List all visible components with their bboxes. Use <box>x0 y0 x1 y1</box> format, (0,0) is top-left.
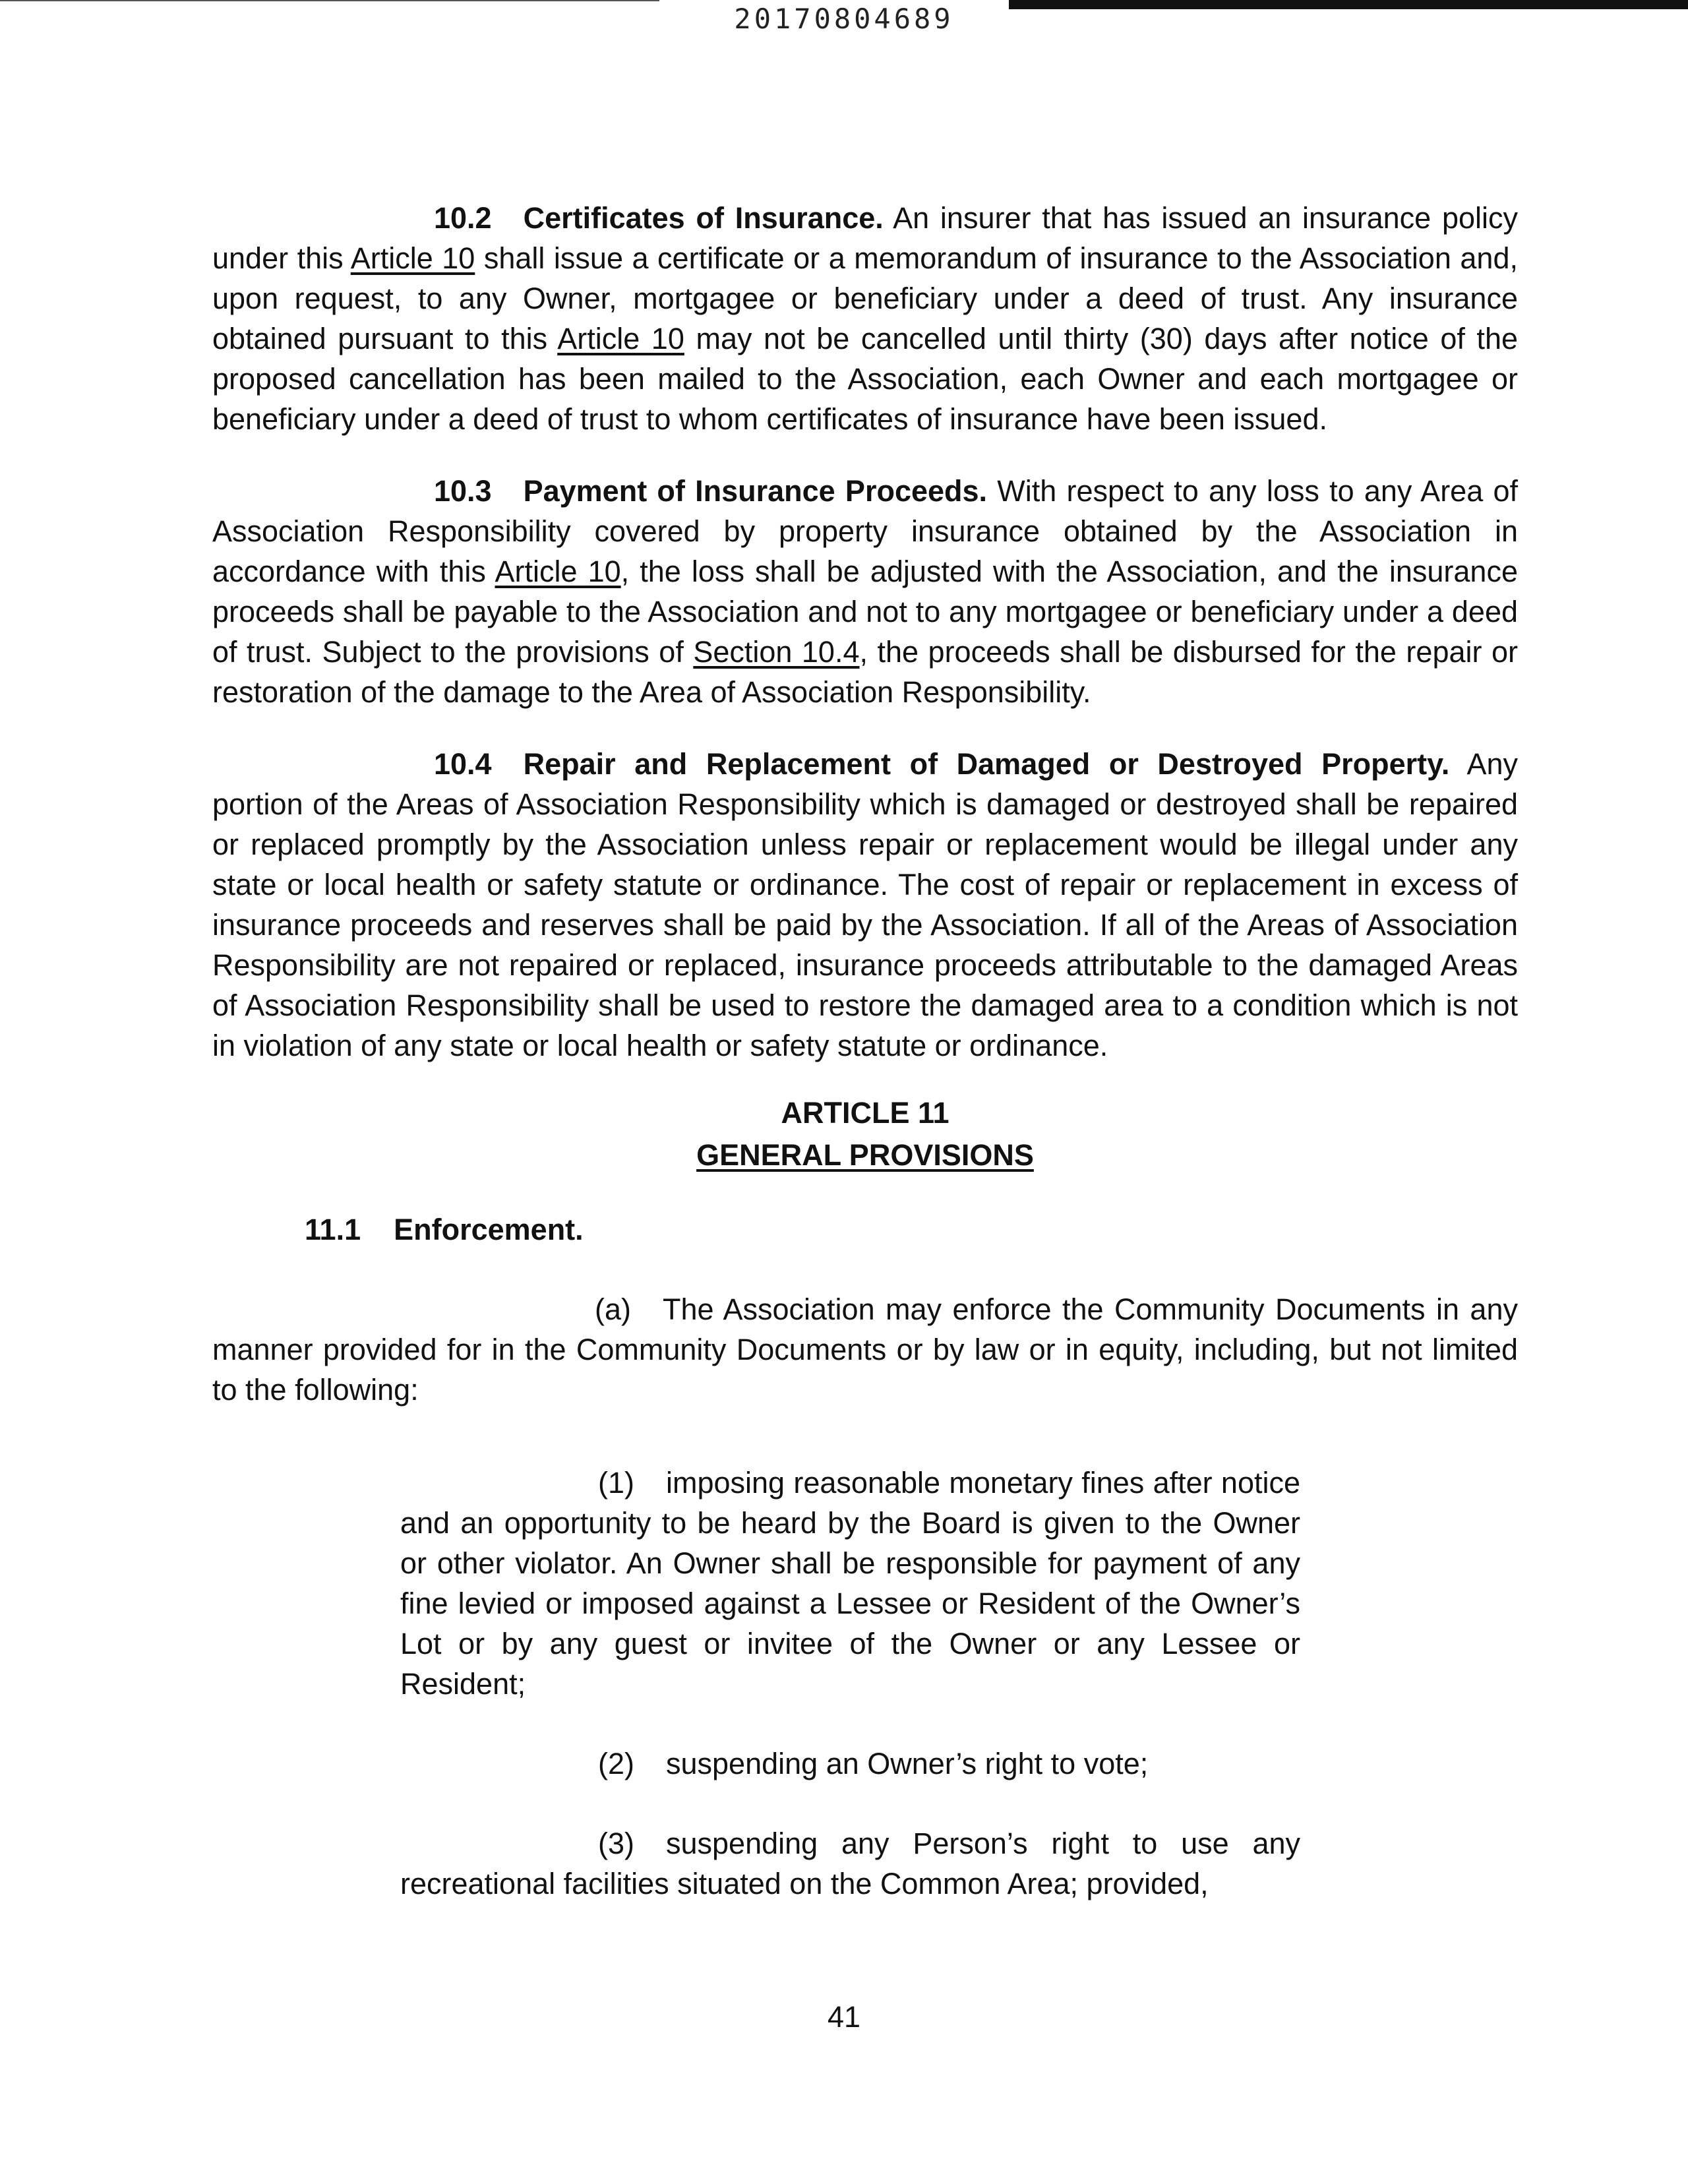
article-heading <box>212 1092 1518 1176</box>
list-item <box>400 1744 1300 1784</box>
section-text: With respect to any loss to any Area of Association Responsibility covered by property insurance obtained by the Association in accordance with this <box>212 474 1518 588</box>
section-11-1-heading <box>212 1209 1518 1250</box>
section-heading: Certificates of Insurance. <box>523 201 884 235</box>
section-10-3 <box>212 471 1518 712</box>
section-text: shall issue a certificate or a memorandum of insurance to the Association and, upon request, to any Owner, mortgagee or beneficiary under a deed of trust. Any insurance obtained pursuant to this <box>212 241 1518 355</box>
section-text: , the proceeds shall be disbursed for the repair or restoration of the damage to the Area of Association Responsibility. <box>212 635 1518 709</box>
section-text: An insurer that has issued an insurance policy under this <box>212 201 1518 275</box>
section-number: 10.3 <box>434 474 492 508</box>
section-number: 11.1 <box>305 1213 361 1246</box>
section-heading: Repair and Replacement of Damaged or Destroyed Property. <box>523 747 1450 781</box>
section-10-4 <box>212 744 1518 1066</box>
list-item <box>400 1823 1300 1904</box>
list-item-text: suspending any Person’s right to use any recreational facilities situated on the Common Area; provided, <box>400 1827 1300 1900</box>
section-reference-link: Section 10.4 <box>693 635 860 669</box>
section-10-2 <box>212 198 1518 439</box>
section-text: , the loss shall be adjusted with the Association, and the insurance proceeds shall be payable to the Association and not to any mortgagee or beneficiary under a deed of trust. Subject to the provisions of <box>212 555 1518 669</box>
article-reference-link: Article 10 <box>557 322 684 355</box>
subsection-text: The Association may enforce the Community Documents in any manner provided for in the Community Documents or by law or in equity, including, but not limited to the following: <box>212 1292 1518 1407</box>
scan-edge-line <box>0 0 659 1</box>
section-heading: Payment of Insurance Proceeds. <box>523 474 988 508</box>
article-reference-link: Article 10 <box>350 241 475 275</box>
article-title: GENERAL PROVISIONS <box>696 1138 1034 1172</box>
article-label: ARTICLE 11 <box>781 1096 950 1130</box>
section-text: Any portion of the Areas of Association Responsibility which is damaged or destroyed shall be repaired or replaced promptly by the Association unless repair or replacement would be illegal under any state or local health or safety statute or ordinance. The cost of repair or replacement in excess of insurance proceeds and reserves shall be paid by the Association. If all of the Areas of Association Responsibility are not repaired or replaced, insurance proceeds attributable to the damaged Areas of Association Responsibility shall be used to restore the damaged area to a condition which is not in violation of any state or local health or safety statute or ordinance. <box>212 747 1519 1062</box>
section-heading: Enforcement. <box>394 1213 584 1246</box>
subsection-a <box>212 1289 1518 1410</box>
list-item-text: imposing reasonable monetary fines after notice and an opportunity to be heard by the Board is given to the Owner or other violator. An Owner shall be responsible for payment of any fine levied or imposed against a Lessee or Resident of the Owner’s Lot or by any guest or invitee of the Owner or any Lessee or Resident; <box>400 1466 1300 1701</box>
document-body <box>212 198 1518 1933</box>
list-item-label: (1) <box>598 1466 634 1500</box>
list-item <box>400 1463 1300 1704</box>
recording-number: 20170804689 <box>734 3 954 35</box>
list-item-label: (3) <box>598 1827 634 1860</box>
section-text: may not be cancelled until thirty (30) days after notice of the proposed cancellation has been mailed to the Association, each Owner and each mortgagee or beneficiary under a deed of trust to whom certificates of insurance have been issued. <box>212 322 1518 436</box>
list-item-text: suspending an Owner’s right to vote; <box>666 1747 1149 1780</box>
list-item-label: (2) <box>598 1747 634 1780</box>
article-reference-link: Article 10 <box>495 555 621 588</box>
section-number: 10.2 <box>434 201 492 235</box>
page-number: 41 <box>827 2000 861 2034</box>
section-number: 10.4 <box>434 747 492 781</box>
subsection-label: (a) <box>595 1292 631 1326</box>
